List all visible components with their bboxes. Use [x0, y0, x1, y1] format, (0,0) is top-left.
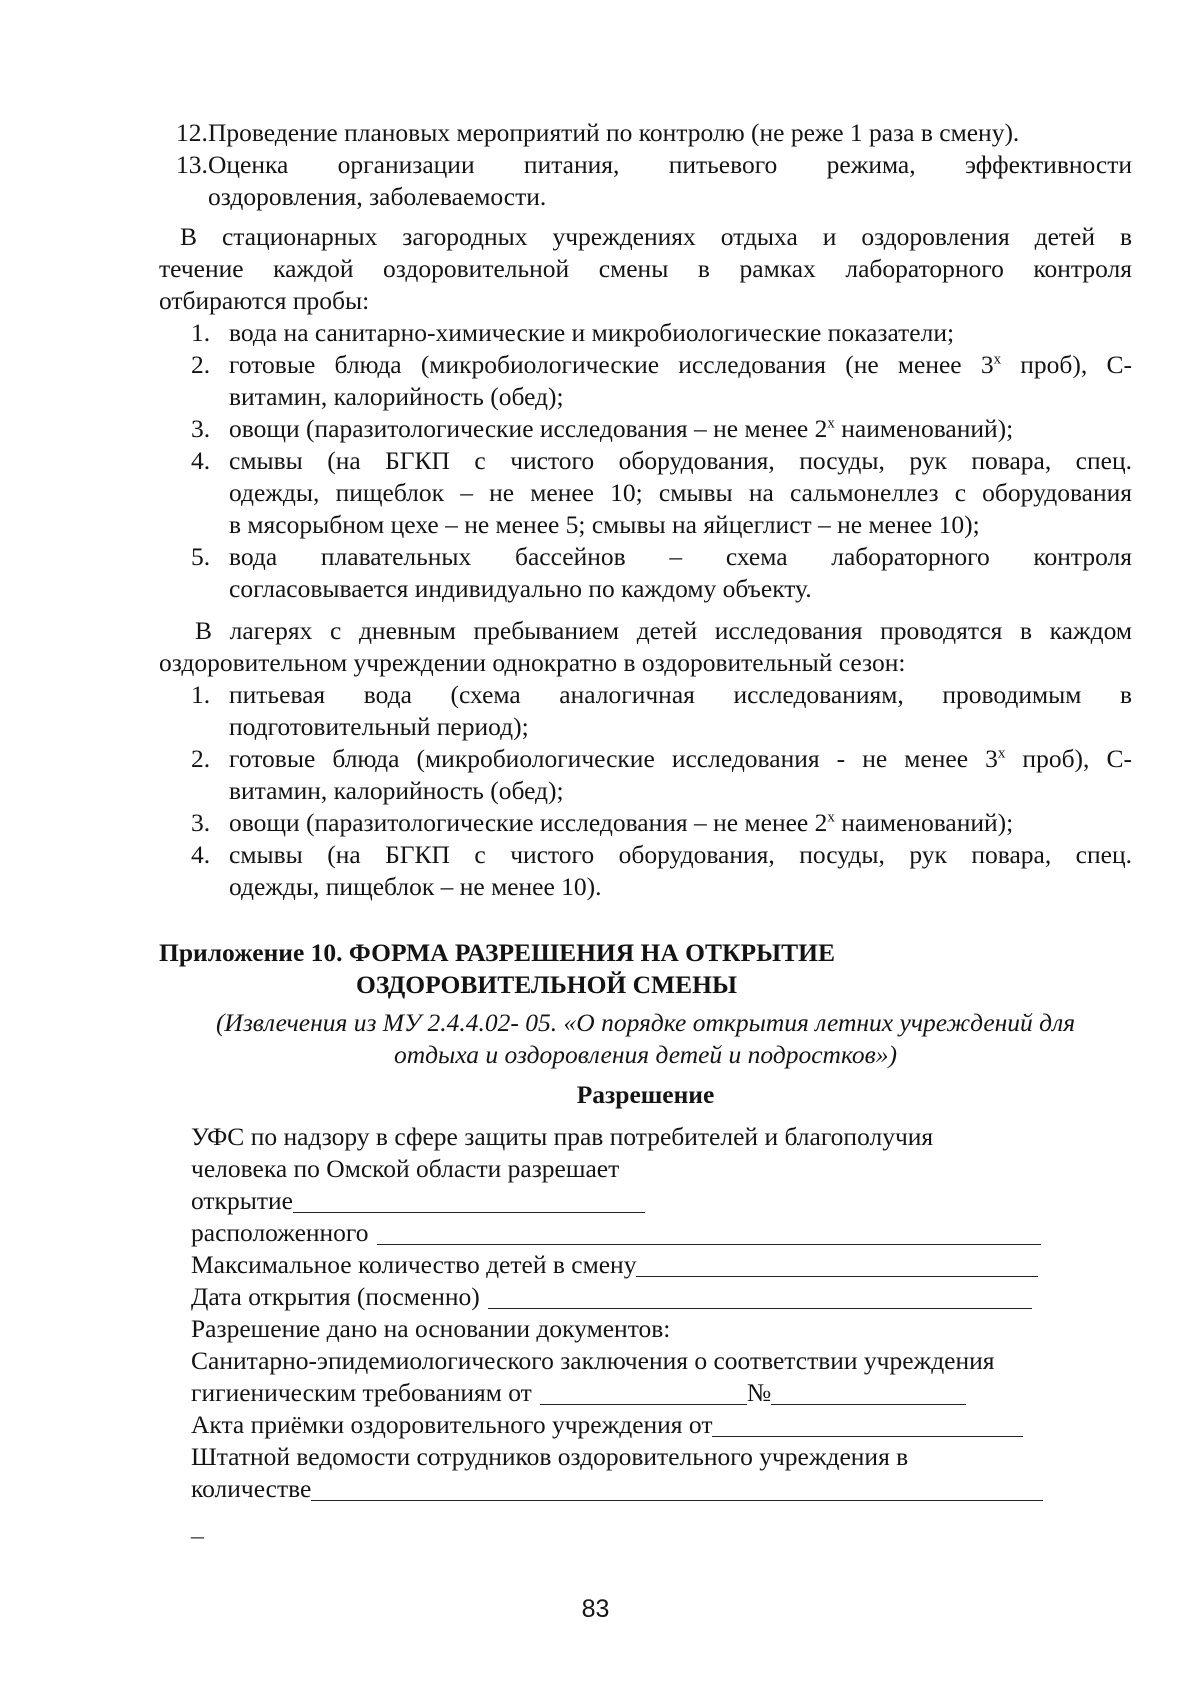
- appendix-heading: [159, 937, 1132, 1001]
- form-row: расположенного: [191, 1217, 1136, 1249]
- source-note: (Извлечения из МУ 2.4.4.02- 05. «О порядке открытия летних учреждений для отдыха и оздоровления детей и подростков»): [215, 1008, 1076, 1069]
- list-number: 13.: [176, 150, 208, 179]
- list-text: Проведение плановых мероприятий по контролю (не реже 1 раза в смену).: [208, 118, 1020, 147]
- max-children-field[interactable]: [636, 1250, 1038, 1277]
- sample-list: [191, 317, 1132, 605]
- list-item: 2. готовые блюда (микробиологические исследования - не менее $3^х$ проб), С- витамин, калорийность (обед);: [191, 744, 1132, 805]
- acceptance-date-field[interactable]: [712, 1410, 1023, 1437]
- sanitary-number-field[interactable]: [771, 1378, 966, 1405]
- list-text: Оценка организации питания, питьевого режима, эффективности: [208, 150, 1132, 179]
- form-title: Разрешение: [576, 1080, 715, 1109]
- sanitary-date-field[interactable]: [540, 1378, 747, 1405]
- paragraph: В стационарных загородных учреждениях отдыха и оздоровления детей в течение каждой оздоровительной смены в рамках лабораторного контроля отбираются пробы:: [159, 222, 1132, 315]
- list-text: оздоровления, заболеваемости.: [208, 182, 547, 211]
- list-item: 3. овощи (паразитологические исследования – не менее $2^х$ наименований);: [191, 808, 1014, 837]
- form-row: Дата открытия (посменно): [191, 1281, 1136, 1313]
- permit-form: УФС по надзору в сфере защиты прав потребителей и благополучия человека по Омской области разрешает открытие расположенного Максимальное количество детей в смену Дата открытия (посменно) Разрешение дано на основании документов: Санитарно-эпидемиологического заключения о соответствии учреждения гигиеническим требованиям от № Акта приёмки оздоровительного учреждения от Штатной ведомости сотрудников оздоровительного учреждения в количестве _: [191, 1121, 1136, 1543]
- list-item: 1. вода на санитарно-химические и микробиологические показатели;: [191, 318, 955, 347]
- list-item: 4. смывы (на БГКП с чистого оборудования, посуды, рук повара, спец. одежды, пищеблок – не менее 10).: [191, 840, 1132, 901]
- list-item: [176, 149, 1132, 213]
- list-item: 2. готовые блюда (микробиологические исследования (не менее $3^х$ проб), С- витамин, калорийность (обед);: [191, 350, 1132, 411]
- open-date-field[interactable]: [488, 1282, 1032, 1309]
- document-page: [159, 117, 1132, 1543]
- appendix-title: ОЗДОРОВИТЕЛЬНОЙ СМЕНЫ: [356, 970, 738, 999]
- list-item: 5. вода плавательных бассейнов – схема лабораторного контроля согласовывается индивидуально по каждому объекту.: [191, 542, 1132, 603]
- location-field[interactable]: [377, 1218, 1041, 1245]
- sample-list: [191, 679, 1132, 903]
- list-item: 3. овощи (паразитологические исследования – не менее $2^х$ наименований);: [191, 414, 1014, 443]
- list-item: [176, 117, 1132, 149]
- list-item: 4. смывы (на БГКП с чистого оборудования, посуды, рук повара, спец. одежды, пищеблок – не менее 10; смывы на сальмонеллез с оборудования в мясорыбном цехе – не менее 5; смывы на яйцеглист – не менее 10);: [191, 446, 1132, 539]
- page-number: 83: [581, 1595, 610, 1623]
- list-number: 12.: [176, 118, 208, 147]
- list-item: 1. питьевая вода (схема аналогичная исследованиям, проводимым в подготовительный период);: [191, 680, 1132, 741]
- staff-count-field[interactable]: [311, 1474, 1043, 1501]
- appendix-title: Приложение 10. ФОРМА РАЗРЕШЕНИЯ НА ОТКРЫТИЕ: [159, 938, 835, 967]
- form-row: открытие: [191, 1185, 1136, 1217]
- opening-field[interactable]: [293, 1186, 645, 1213]
- form-row: Акта приёмки оздоровительного учреждения от: [191, 1409, 1136, 1441]
- form-row: Максимальное количество детей в смену: [191, 1249, 1136, 1281]
- paragraph: В лагерях с дневным пребыванием детей исследования проводятся в каждом оздоровительном учреждении однократно в оздоровительный сезон:: [159, 616, 1132, 677]
- form-row: гигиеническим требованиям от №: [191, 1377, 1136, 1409]
- form-row: количестве: [191, 1473, 1136, 1505]
